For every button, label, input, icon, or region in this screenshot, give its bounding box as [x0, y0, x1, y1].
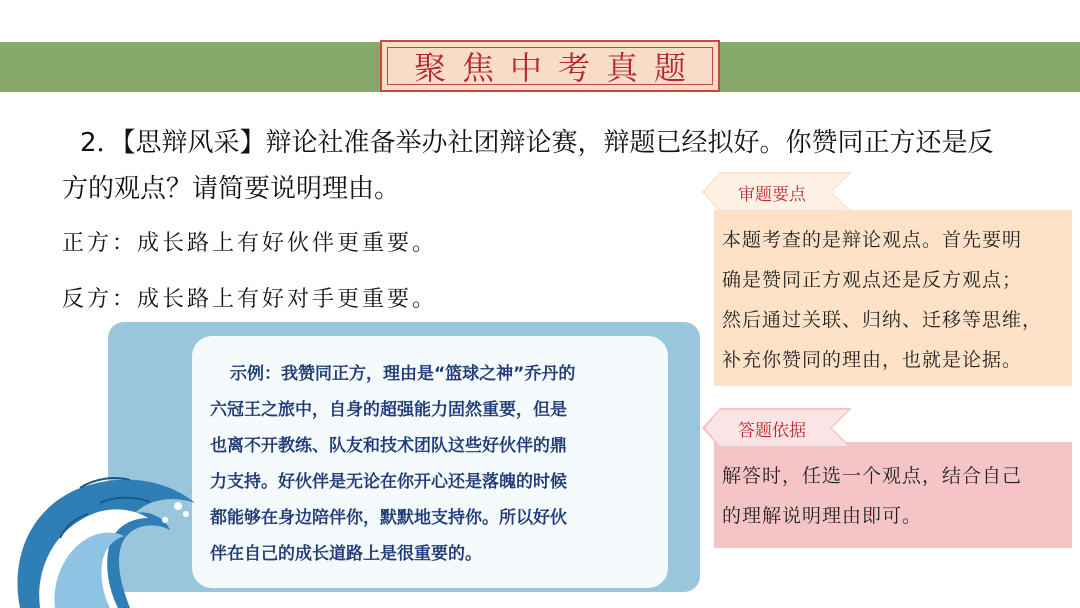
- example-line: 力支持。好伙伴是无论在你开心还是落魄的时候: [210, 472, 567, 492]
- negative-side: 反方：成长路上有好对手更重要。: [62, 287, 438, 312]
- answer-text: [722, 456, 1022, 536]
- answer-line: 的理解说明理由即可。: [722, 505, 923, 527]
- review-tag-label: 审题要点: [738, 184, 806, 205]
- example-text: [210, 356, 650, 572]
- positive-side: 正方：成长路上有好伙伴更重要。: [62, 231, 438, 256]
- review-line: 补充你赞同的理由，也就是论据。: [722, 349, 1023, 371]
- answer-tag: [702, 408, 852, 448]
- example-line: 六冠王之旅中，自身的超强能力固然重要，但是: [210, 400, 567, 420]
- review-line: 确是赞同正方观点还是反方观点；: [722, 269, 1023, 291]
- question-line-2: 方的观点？请简要说明理由。: [62, 174, 401, 204]
- answer-tag-label: 答题依据: [738, 420, 806, 441]
- question-line-1: 2．【思辩风采】辩论社准备举办社团辩论赛，辩题已经拟好。你赞同正方还是反: [80, 128, 994, 158]
- wave-icon: [0, 418, 200, 608]
- example-line: 伴在自己的成长道路上是很重要的。: [210, 544, 482, 564]
- answer-line: 解答时，任选一个观点，结合自己: [722, 465, 1023, 487]
- title-frame: [380, 40, 720, 92]
- review-text: [722, 220, 1042, 380]
- example-line: 都能够在身边陪伴你，默默地支持你。所以好伙: [210, 508, 567, 528]
- review-tag: [702, 172, 852, 212]
- question-block: [62, 120, 1052, 212]
- example-line: 也离不开教练、队友和技术团队这些好伙伴的鼎: [210, 436, 567, 456]
- review-line: 然后通过关联、归纳、迁移等思维，: [722, 309, 1043, 331]
- review-line: 本题考查的是辩论观点。首先要明: [722, 229, 1023, 251]
- page-title: 聚焦中考真题: [413, 49, 702, 87]
- example-line: 示例：我赞同正方，理由是“篮球之神”乔丹的: [230, 364, 576, 384]
